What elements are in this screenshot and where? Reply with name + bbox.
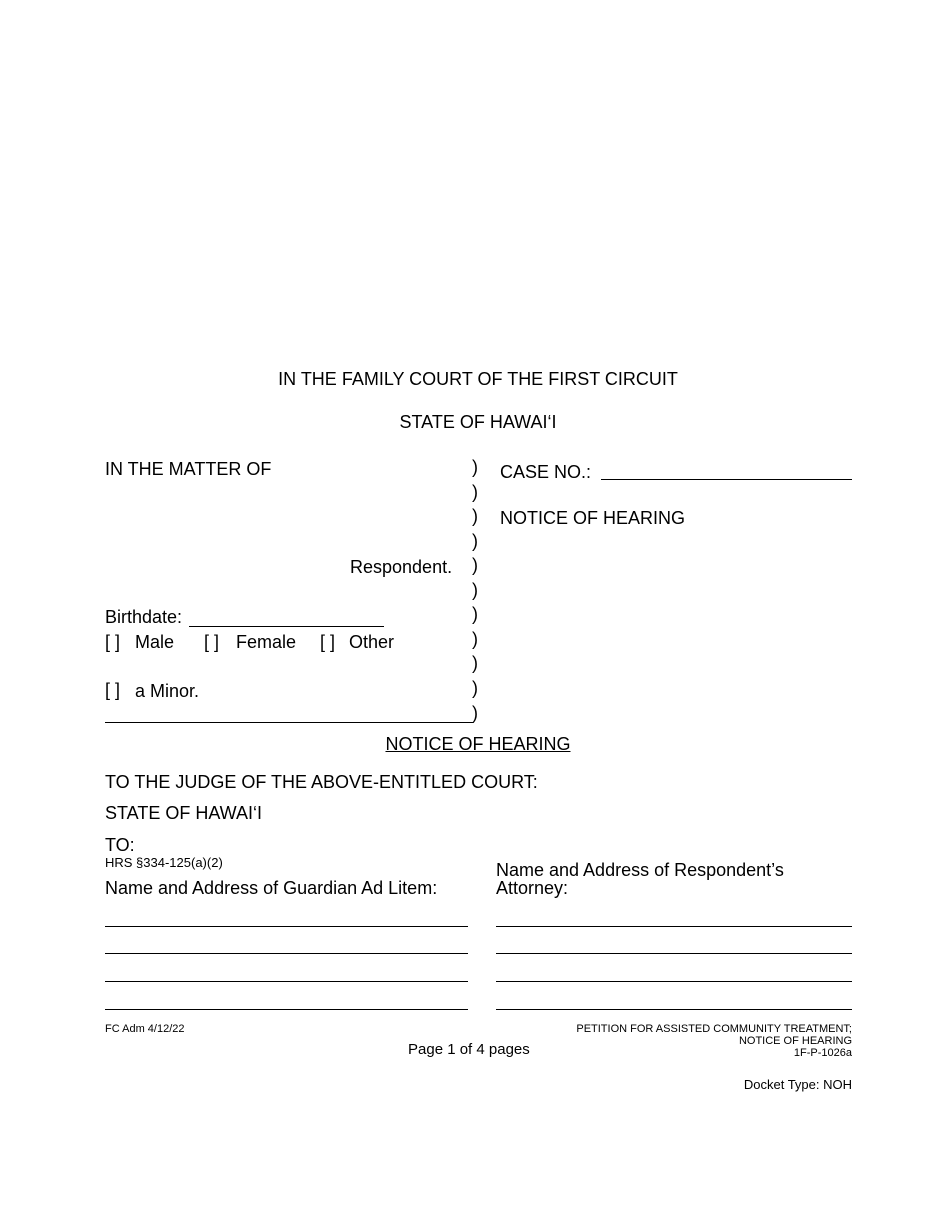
matter-label: IN THE MATTER OF: [105, 459, 272, 479]
docket-type: Docket Type: NOH: [743, 1077, 852, 1092]
female-checkbox[interactable]: [ ]: [204, 632, 220, 652]
caption-bottom-rule: [105, 722, 473, 723]
footer-form-title: PETITION FOR ASSISTED COMMUNITY TREATMENT;: [576, 1023, 852, 1035]
male-checkbox[interactable]: [ ]: [105, 632, 121, 652]
page-number: Page 1 of 4 pages: [408, 1041, 530, 1058]
caption-paren: ): [472, 653, 478, 673]
other-label: Other: [349, 632, 395, 652]
guardian-address-line[interactable]: [105, 981, 468, 982]
attorney-label: Name and Address of Respondent’s: [496, 860, 784, 880]
caption-paren: ): [472, 703, 478, 723]
birthdate-field[interactable]: [189, 626, 384, 627]
attorney-address-line[interactable]: [496, 981, 852, 982]
male-label: Male: [135, 632, 175, 652]
guardian-address-line[interactable]: [105, 1009, 468, 1010]
attorney-address-line[interactable]: [496, 1009, 852, 1010]
footer-form-subtitle: NOTICE OF HEARING: [738, 1035, 852, 1047]
state-text: STATE OF HAWAI‘I: [105, 803, 262, 823]
minor-label: a Minor.: [135, 681, 200, 701]
statute-citation: HRS §334-125(a)(2): [105, 855, 223, 870]
attorney-address-line[interactable]: [496, 953, 852, 954]
case-no-field[interactable]: [601, 479, 852, 480]
state-title: STATE OF HAWAI‘I: [399, 412, 557, 432]
female-label: Female: [236, 632, 297, 652]
respondent-label: Respondent.: [350, 557, 453, 577]
caption-paren: ): [472, 531, 478, 551]
caption-paren: ): [472, 457, 478, 477]
guardian-address-line[interactable]: [105, 926, 468, 927]
case-no-label: CASE NO.:: [500, 462, 592, 482]
birthdate-label: Birthdate:: [105, 607, 183, 627]
caption-paren: ): [472, 506, 478, 526]
attorney-label-cont: Attorney:: [496, 878, 569, 898]
attorney-address-line[interactable]: [496, 926, 852, 927]
other-checkbox[interactable]: [ ]: [320, 632, 336, 652]
caption-paren: ): [472, 678, 478, 698]
footer-form-number: 1F-P-1026a: [793, 1047, 852, 1059]
document-title: NOTICE OF HEARING: [500, 508, 686, 528]
caption-paren: ): [472, 555, 478, 575]
notice-heading: NOTICE OF HEARING: [385, 734, 571, 754]
caption-paren: ): [472, 580, 478, 600]
caption-paren: ): [472, 604, 478, 624]
to-judge-text: TO THE JUDGE OF THE ABOVE-ENTITLED COURT:: [105, 772, 538, 792]
to-label: TO:: [105, 835, 135, 855]
caption-paren: ): [472, 629, 478, 649]
minor-checkbox[interactable]: [ ]: [105, 680, 121, 700]
guardian-address-line[interactable]: [105, 953, 468, 954]
guardian-label: Name and Address of Guardian Ad Litem:: [105, 878, 438, 898]
caption-paren: ): [472, 482, 478, 502]
court-title: IN THE FAMILY COURT OF THE FIRST CIRCUIT: [278, 369, 678, 389]
form-date: FC Adm 4/12/22: [105, 1023, 185, 1035]
